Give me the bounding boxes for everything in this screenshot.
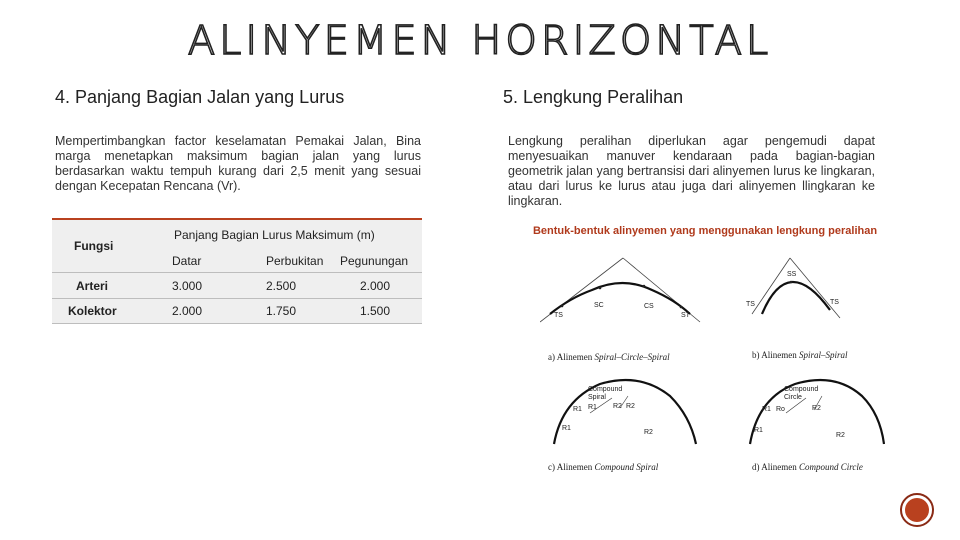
slide-number-badge xyxy=(900,493,934,527)
table-col-header: Perbukitan xyxy=(266,254,324,268)
label-R2: R2 xyxy=(626,403,635,410)
table-cell: 2.000 xyxy=(172,304,203,318)
label-R2: R2 xyxy=(836,432,845,439)
label-R2: R2 xyxy=(613,403,622,410)
label-circle: Circle xyxy=(784,394,802,401)
label-R1: R1 xyxy=(754,427,763,434)
section-4-heading: 4. Panjang Bagian Jalan yang Lurus xyxy=(55,87,345,107)
point-marker xyxy=(561,305,564,308)
caption-d-italic: Compound Circle xyxy=(799,462,863,472)
label-spiral: Spiral xyxy=(588,394,606,401)
caption-a-italic: Spiral–Circle–Spiral xyxy=(594,352,670,362)
table-divider xyxy=(52,298,422,299)
slide-title: ALINYEMEN HORIZONTAL xyxy=(187,18,773,64)
table-accent-line xyxy=(52,218,422,220)
badge-inner-circle xyxy=(905,498,929,522)
point-marker xyxy=(643,285,646,288)
svg-text:b) Alinemen Spiral–Spiral xyxy=(752,350,848,360)
caption-c-italic: Compound Spiral xyxy=(594,462,659,472)
section-5-paragraph: Lengkung peralihan diperlukan agar pengemudi dapat menyesuaikan manuver kendaraan pada bagian-bagian geometrik jalan yang bertransisi dari alinyemen lurus ke lingkaran, atau dari lurus ke lurus atau juga dari alinyemen llingkaran ke lingkaran. xyxy=(508,134,875,208)
table-row-label: Kolektor xyxy=(68,304,117,318)
section-5-heading: 5. Lengkung Peralihan xyxy=(503,87,684,107)
table-cell: 2.500 xyxy=(266,279,297,293)
label-ST: ST xyxy=(681,312,690,319)
label-R1: R1 xyxy=(588,404,597,411)
figure-caption: Bentuk-bentuk alinyemen yang menggunakan lengkung peralihan xyxy=(532,225,878,237)
label-compound: Compound xyxy=(784,386,819,393)
label-R2: R2 xyxy=(644,429,653,436)
tangent-line xyxy=(752,258,790,314)
svg-text:c) Alinemen Compound Spiral xyxy=(548,462,659,472)
svg-text:a) Alinemen Spiral–Circle–Spir xyxy=(548,352,670,362)
point-marker xyxy=(790,281,793,284)
label-SS: SS xyxy=(787,271,797,278)
label-CS: CS xyxy=(644,303,654,310)
table-col-header: Datar xyxy=(172,254,202,268)
table-header-fungsi: Fungsi xyxy=(74,239,114,253)
table-col-header: Pegunungan xyxy=(340,254,409,268)
section-4-paragraph: Mempertimbangkan factor keselamatan Pemakai Jalan, Bina marga menetapkan maksimum bagian jalan yang lurus berdasarkan waktu tempuh kurang dari 2,5 menit yang sesuai dengan Kecepatan Rencana (Vr). xyxy=(55,134,421,193)
max-straight-length-table xyxy=(52,218,422,324)
caption-c-prefix: c) Alinemen xyxy=(548,462,595,472)
label-SC: SC xyxy=(594,302,604,309)
table-cell: 3.000 xyxy=(172,279,203,293)
transition-curve-figure xyxy=(540,248,885,483)
table-divider xyxy=(52,323,422,324)
diagram-b xyxy=(746,258,848,360)
diagram-c xyxy=(548,380,696,472)
curve xyxy=(762,282,830,314)
table-row-label: Arteri xyxy=(76,279,109,293)
svg-text:d) Alinemen Compound Circle xyxy=(752,462,863,472)
tangent-line xyxy=(790,258,840,318)
label-R2: R2 xyxy=(812,405,821,412)
caption-d-prefix: d) Alinemen xyxy=(752,462,799,472)
table-cell: 1.500 xyxy=(360,304,391,318)
diagram-a xyxy=(540,258,700,362)
caption-b-italic: Spiral–Spiral xyxy=(799,350,848,360)
label-R1: R1 xyxy=(562,425,571,432)
label-TS: TS xyxy=(554,312,563,319)
label-R1: R1 xyxy=(762,406,771,413)
label-TS: TS xyxy=(746,301,755,308)
table-group-header: Panjang Bagian Lurus Maksimum (m) xyxy=(174,228,375,242)
table-divider xyxy=(52,272,422,273)
diagram-d xyxy=(750,380,884,472)
caption-b-prefix: b) Alinemen xyxy=(752,350,799,360)
label-compound: Compound xyxy=(588,386,623,393)
caption-a-prefix: a) Alinemen xyxy=(548,352,595,362)
label-R1: R1 xyxy=(573,406,582,413)
label-Ro: Ro xyxy=(776,406,785,413)
label-TS: TS xyxy=(830,299,839,306)
point-marker xyxy=(680,306,683,309)
curve xyxy=(550,283,690,314)
point-marker xyxy=(599,287,602,290)
table-cell: 2.000 xyxy=(360,279,391,293)
table-cell: 1.750 xyxy=(266,304,297,318)
